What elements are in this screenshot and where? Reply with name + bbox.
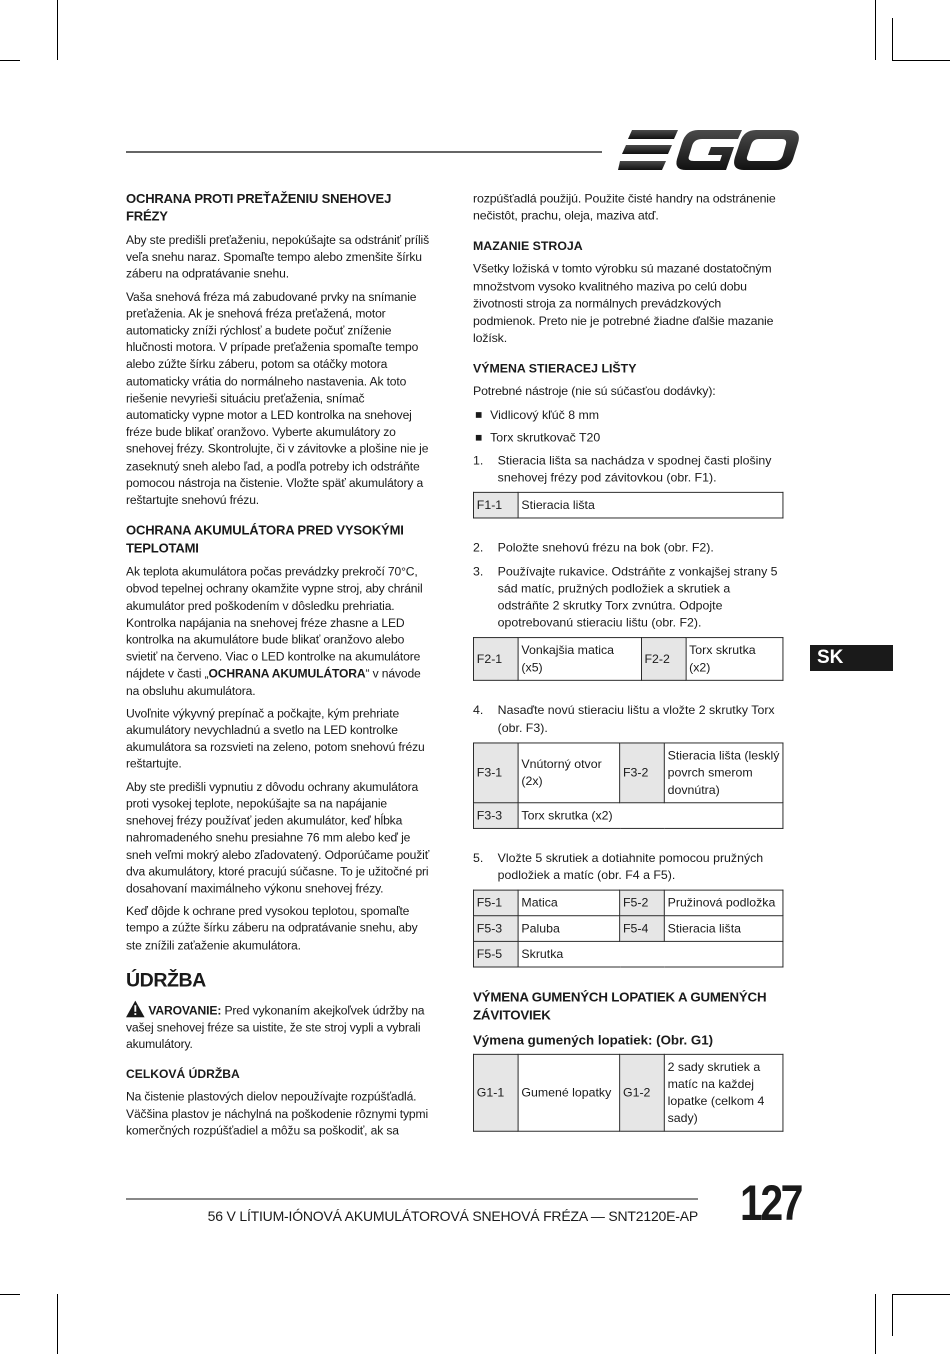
- table-cell: Skrutka: [518, 942, 783, 968]
- header-rule: [126, 151, 602, 153]
- table-row: [473, 493, 782, 519]
- table-cell: F3-2: [620, 743, 665, 803]
- crop-mark: [892, 1294, 893, 1336]
- paragraph: Aby ste predišli preťaženiu, nepokúšajte sa odstrániť príliš veľa snehu naraz. Spomaľte tempo alebo zmenšite šírku záberu na odpratávanie snehu.: [126, 232, 430, 281]
- table-cell: Stieracia lišta (lesklý povrch smerom dovnútra): [664, 743, 783, 803]
- figure-table-f2: [473, 638, 783, 682]
- crop-mark: [875, 0, 876, 60]
- table-cell: Pružinová podložka: [664, 890, 783, 916]
- table-cell: Stieracia lišta: [518, 493, 783, 519]
- step-number: 5.: [473, 850, 484, 865]
- list-item: Torx skrutkovač T20: [473, 429, 783, 446]
- subheading-lubrication: MAZANIE STROJA: [473, 238, 583, 254]
- subheading-general-maintenance: CELKOVÁ ÚDRŽBA: [126, 1067, 240, 1082]
- table-cell: Torx skrutka (x2): [518, 803, 783, 829]
- step-3: [473, 563, 783, 632]
- left-column: [126, 190, 431, 1145]
- step-text: Používajte rukavice. Odstráňte z vonkajšej strany 5 sád matíc, pružných podložiek a skrutiek a odstráňte 2 skrutky Torx zvnútra. Odpojte opotrebovanú stieraciu lištu (obr. F2).: [497, 563, 778, 630]
- step-number: 3.: [473, 563, 484, 578]
- step-number: 1.: [473, 452, 484, 468]
- table-cell: F5-3: [473, 916, 518, 942]
- paragraph: Uvoľnite výkyvný prepínač a počkajte, kým prehriate akumulátory nevychladnú a svetlo na LED kontrolke akumulátora sa rozsvieti na zeleno, potom snehovú frézu reštartujte.: [126, 706, 425, 771]
- footer-title: 56 V LÍTIUM-IÓNOVÁ AKUMULÁTOROVÁ SNEHOVÁ FRÉZA — SNT2120E-AP: [207, 1208, 698, 1224]
- emphasis-text: OCHRANA AKUMULÁTORA: [208, 666, 366, 681]
- warning-text: Pred vykonaním akejkoľvek údržby na vašej snehovej fréze sa uistite, že ste stroj vypli a vybrali akumulátory.: [126, 1003, 425, 1052]
- step-text: Vložte 5 skrutiek a dotiahnite pomocou pružných podložiek a matíc (obr. F4 a F5).: [497, 850, 764, 883]
- warning-icon: [126, 1000, 145, 1017]
- table-cell: Vonkajšia matica (x5): [518, 638, 641, 681]
- step-number: 4.: [473, 703, 484, 718]
- table-cell: F3-1: [473, 743, 518, 803]
- subheading-scraper: VÝMENA STIERACEJ LIŠTY: [473, 361, 637, 376]
- table-cell: F3-3: [473, 803, 518, 829]
- paragraph: Aby ste predišli vypnutiu z dôvodu ochrany akumulátora proti vysokej teplote, nepokúšajte sa na napájanie snehovej frézy používať jeden akumulátor, keď hĺbka nahromadeného snehu presiahne 76 mm alebo keď je sneh veľmi mokrý alebo zľadovatený. Odporúčame použiť dva akumulátory, ktoré pracujú súčasne. To je užitočné pri dosahovaní maximálneho výkonu snehovej frézy.: [126, 779, 430, 896]
- step-text: Položte snehovú frézu na bok (obr. F2).: [497, 540, 714, 555]
- text-span: Ak teplota akumulátora počas prevádzky prekročí 70°C, obvod tepelnej ochrany okamžite vypne stroj, aby chránil akumulátor pred poškodením v dôsledku prehriatia. Kontrolka napájania na snehovej fréze zhasne a LED kontrolka na akumulátore bude blikať oranžovo alebo svietiť na červeno. Viac o LED kontrolke na akumulátore nájdete v časti „: [126, 564, 423, 681]
- table-cell: Gumené lopatky: [518, 1055, 620, 1132]
- table-cell: Torx skrutka (x2): [686, 638, 783, 681]
- table-row: [473, 942, 782, 968]
- ego-logo: [618, 128, 800, 172]
- list-item: Vidlicový kľúč 8 mm: [473, 406, 783, 423]
- crop-mark: [0, 60, 20, 61]
- footer-rule: [126, 1198, 698, 1200]
- table-cell: F5-4: [620, 916, 665, 942]
- section-heading-overload: OCHRANA PROTI PREŤAŽENIU SNEHOVEJ FRÉZY: [126, 190, 392, 224]
- paragraph: Vaša snehová fréza má zabudované prvky na snímanie preťaženia. Ak je snehová fréza preťažená, motor automaticky zníži rýchlosť a budete počuť zníženie hlučnosti motora. V prípade preťaženia spomaľte tempo alebo zúžte šírku záberu, potom sa otáčky motora automaticky vrátia do normálneho nastavenia. Ak toto riešenie nevyrieši situáciu preťaženia, snímač automaticky vypne motor a LED kontrolka na snehovej fréze bude blikať oranžovo. Vyberte akumulátory zo snehovej frézy. Skontrolujte, či v závitovke a plošine nie je zaseknutý sneh alebo ľad, a podľa potreby ich odstráňte pomocou nástroja na čistenie. Vložte späť akumulátory a reštartujte snehovú frézu.: [126, 289, 429, 507]
- table-cell: F2-1: [473, 638, 518, 681]
- table-row: [473, 890, 782, 916]
- crop-mark: [892, 60, 950, 61]
- figure-table-f3: [473, 742, 783, 828]
- crop-mark: [57, 1294, 58, 1354]
- step-text: Stieracia lišta sa nachádza v spodnej časti plošiny snehovej frézy pod závitovkou (obr. F1).: [497, 452, 772, 485]
- language-tab: SK: [810, 645, 893, 671]
- step-5: [473, 850, 783, 885]
- section-heading-maintenance: ÚDRŽBA: [126, 969, 206, 991]
- crop-mark: [875, 1294, 876, 1354]
- warning-paragraph: [126, 1000, 431, 1053]
- table-cell: 2 sady skrutiek a matíc na každej lopatke (celkom 4 sady): [664, 1055, 783, 1132]
- section-heading-temperature: OCHRANA AKUMULÁTORA PRED VYSOKÝMI TEPLOTAMI: [126, 522, 404, 556]
- step-text: Nasaďte novú stieraciu lištu a vložte 2 skrutky Torx (obr. F3).: [497, 703, 775, 735]
- table-row: [473, 916, 782, 942]
- crop-mark: [892, 18, 893, 60]
- step-1: [473, 452, 783, 487]
- warning-label: VAROVANIE:: [148, 1003, 222, 1018]
- crop-mark: [57, 0, 58, 60]
- table-cell: Matica: [518, 890, 620, 916]
- table-cell: G1-1: [473, 1055, 518, 1132]
- paragraph: Keď dôjde k ochrane pred vysokou teplotou, spomaľte tempo a zúžte šírku záberu na odpratávanie snehu, aby ste znížili zaťaženie akumulátora.: [126, 903, 418, 952]
- paragraph: rozpúšťadlá použijú. Použite čisté handry na odstránenie nečistôt, prachu, oleja, maziva atď.: [473, 190, 776, 223]
- step-4: [473, 702, 783, 737]
- page-number: 127: [740, 1175, 802, 1231]
- right-column: [473, 190, 783, 1145]
- table-cell: F2-2: [641, 638, 686, 681]
- crop-mark: [0, 1294, 20, 1295]
- table-cell: F5-1: [473, 890, 518, 916]
- table-cell: F5-2: [620, 890, 665, 916]
- table-cell: Stieracia lišta: [664, 916, 783, 942]
- table-cell: Paluba: [518, 916, 620, 942]
- step-2: [473, 540, 783, 557]
- paragraph: Potrebné nástroje (nie sú súčasťou dodávky):: [473, 384, 716, 399]
- table-cell: G1-2: [620, 1055, 665, 1132]
- text-span: “ v návode na obsluhu akumulátora.: [126, 666, 421, 698]
- section-heading-rubber: VÝMENA GUMENÝCH LOPATIEK A GUMENÝCH ZÁVITOVIEK: [473, 989, 767, 1023]
- table-row: [473, 1055, 782, 1132]
- subheading-rubber-paddles: Výmena gumených lopatiek: (Obr. G1): [473, 1032, 714, 1048]
- table-row: [473, 638, 782, 681]
- figure-table-f5: [473, 890, 783, 968]
- table-cell: F5-5: [473, 942, 518, 968]
- table-cell: Vnútorný otvor (2x): [518, 743, 620, 803]
- step-number: 2.: [473, 540, 484, 555]
- paragraph: Všetky ložiská v tomto výrobku sú mazané dostatočným množstvom vysoko kvalitného maziva po celú dobu životnosti stroja za normálnych prevádzkových podmienok. Preto nie je potrebné žiadne ďalšie mazanie ložísk.: [473, 261, 774, 345]
- crop-mark: [892, 1294, 950, 1295]
- figure-table-f1: [473, 492, 783, 519]
- table-cell: F1-1: [473, 493, 518, 519]
- table-row: [473, 743, 782, 803]
- figure-table-g1: [473, 1054, 783, 1132]
- paragraph: Na čistenie plastových dielov nepoužívajte rozpúšťadlá. Väčšina plastov je náchylná na poškodenie rôznymi typmi komerčných rozpúšťadiel a môžu sa poškodiť, ak sa: [126, 1089, 429, 1138]
- paragraph: [126, 564, 431, 700]
- table-row: [473, 803, 782, 829]
